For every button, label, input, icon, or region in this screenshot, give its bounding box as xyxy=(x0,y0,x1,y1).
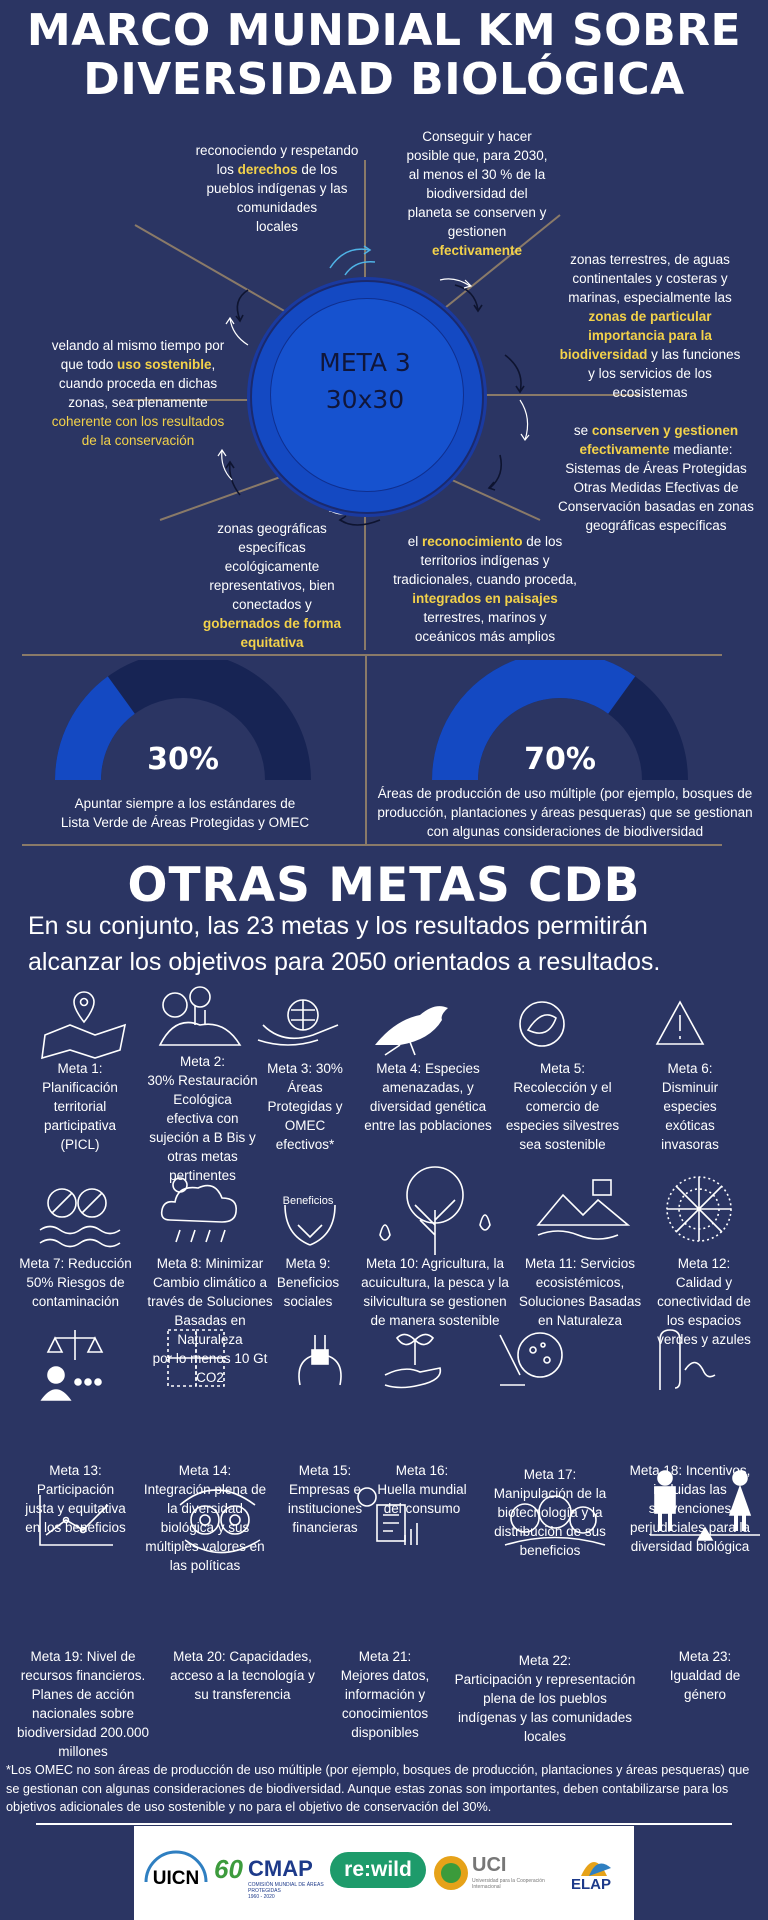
footer-divider xyxy=(36,1823,732,1825)
scale-people-icon xyxy=(42,1330,102,1400)
goal-15: Meta 15: Empresas e instituciones financieras xyxy=(287,1463,363,1535)
goal-4: Meta 4: Especies amenazadas, y diversidad genética entre las poblaciones xyxy=(364,1061,492,1133)
title-line-1: MARCO MUNDIAL KM SOBRE xyxy=(26,5,742,56)
plant-hand-icon xyxy=(385,1334,440,1387)
goal-23: Meta 23: Igualdad de género xyxy=(669,1649,741,1702)
cloud-rain-icon xyxy=(162,1178,237,1242)
goal-8: Meta 8: Minimizar Cambio climático a través de Soluciones Basadas en Naturaleza por lo menos 10 Gt CO2 xyxy=(147,1256,273,1385)
goal-1: Meta 1: Planificación territorial participativa (PICL) xyxy=(42,1061,118,1152)
text-conseguir: Conseguir y hacer posible que, para 2030, al menos el 30 % de la biodiversidad del planeta se conserven y gestionen efectivamente xyxy=(406,129,548,258)
landscape-icon xyxy=(538,1180,628,1239)
bird-icon xyxy=(375,1006,448,1055)
globe-hand-icon xyxy=(258,1000,338,1045)
hands-icon xyxy=(285,1205,335,1245)
goal-7: Meta 7: Reducción 50% Riesgos de contaminación xyxy=(19,1256,132,1309)
goal-21: Meta 21: Mejores datos, información y conocimientos disponibles xyxy=(340,1649,430,1740)
tree-icon xyxy=(380,1167,490,1255)
gauge-30-text: Apuntar siempre a los estándares de Lista Verde de Áreas Protegidas y OMEC xyxy=(60,796,310,830)
meta3-line-2: 30x30 xyxy=(325,385,405,414)
map-pin-icon xyxy=(42,992,125,1058)
section-title: OTRAS METAS CDB xyxy=(127,858,641,913)
goal-22: Meta 22: Participación y representación plena de los pueblos indígenas y las comunidades locales xyxy=(454,1653,636,1744)
text-velando: velando al mismo tiempo por que todo uso sostenible, cuando proceda en dichas zonas, sea plenamente coherente con los resultados de la conservación xyxy=(51,338,225,448)
divider xyxy=(22,654,722,656)
text-derechos: reconociendo y respetando los derechos de los pueblos indígenas y las comunidades locales xyxy=(195,143,359,234)
goal-12: Meta 12: Calidad y conectividad de los espacios verdes y azules xyxy=(657,1256,751,1347)
goal-20: Meta 20: Capacidades, acceso a la tecnología y su transferencia xyxy=(170,1649,315,1702)
goal-11: Meta 11: Servicios ecosistémicos, Soluciones Basadas en Naturaleza xyxy=(518,1256,642,1328)
hands-together-icon xyxy=(299,1335,341,1385)
restoration-icon xyxy=(160,987,240,1045)
meta3-line-1: META 3 xyxy=(319,348,411,377)
goal-3: Meta 3: 30% Áreas Protegidas y OMEC efectivos* xyxy=(267,1061,343,1152)
title-line-2: DIVERSIDAD BIOLÓGICA xyxy=(83,54,685,105)
goal-17: Meta 17: Manipulación de la biotecnología y la distribución de sus beneficios xyxy=(493,1467,607,1558)
footnote: *Los OMEC no son áreas de producción de uso múltiple (por ejemplo, bosques de producción, plantaciones y áreas pesqueras) que se gestionan con algunas consideraciones de biodiversidad. Aunque estas zonas son importantes, deben contabilizarse para los objetivos adicionales de uso sostenible y no para el objetivo de conservación del 30%. xyxy=(6,1763,750,1814)
beneficios-label: Beneficios xyxy=(282,1195,334,1207)
no-pollution-icon xyxy=(40,1189,120,1247)
goal-10: Meta 10: Agricultura, la acuicultura, la pesca y la silvicultura se gestionen de manera sostenible xyxy=(361,1256,509,1328)
cmap-logo: 60 CMAP COMISIÓN MUNDIAL DE ÁREAS PROTEGIDAS 1960 - 2020 xyxy=(214,1854,324,1900)
uci-logo: UCI Universidad para la Cooperación Internacional xyxy=(472,1854,545,1890)
gauge-30-value: 30% xyxy=(147,742,219,777)
goal-16: Meta 16: Huella mundial del consumo xyxy=(377,1463,467,1516)
section-lead: En su conjunto, las 23 metas y los resultados permitirán alcanzar los objetivos para 2050 orientados a resultados. xyxy=(28,912,661,976)
uci-emblem xyxy=(434,1856,468,1890)
text-zonas: zonas terrestres, de aguas continentales y costeras y marinas, especialmente las zonas de particular importancia para la biodiversidad y las funciones y los servicios de los ecosistemas xyxy=(559,252,741,400)
goal-14: Meta 14: Integración plena de la diversidad biológica y sus múltiples valores en las políticas xyxy=(143,1463,267,1573)
goal-18: Meta 18: Incentivos, incluidas las subvenciones perjudiciales para la diversidad biológica xyxy=(629,1463,751,1554)
rewild-logo: re:wild xyxy=(330,1852,426,1888)
leaf-circle-icon xyxy=(520,1002,564,1046)
goal-2: Meta 2: 30% Restauración Ecológica efectiva con sujeción a B Bis y otras metas pertinentes xyxy=(147,1054,258,1183)
goal-13: Meta 13: Participación justa y equitativa en los beneficios xyxy=(25,1463,126,1535)
radial-icon xyxy=(667,1177,731,1241)
microscope-icon xyxy=(500,1333,562,1385)
goal-6: Meta 6: Disminuir especies exóticas invasoras xyxy=(661,1061,719,1152)
text-reconocimiento: el reconocimiento de los territorios indígenas y tradicionales, cuando proceda, integrados en paisajes terrestres, marinos y oceánicos más amplios xyxy=(393,534,577,644)
warning-icon xyxy=(657,1002,703,1044)
goal-19: Meta 19: Nivel de recursos financieros. Planes de acción nacionales sobre biodiversidad 200.000 millones xyxy=(16,1649,150,1759)
goal-9: Meta 9: Beneficios sociales xyxy=(276,1256,340,1309)
uicn-logo: UICN xyxy=(142,1848,210,1898)
logos-bar xyxy=(134,1826,634,1920)
text-geograficas: zonas geográficas específicas ecológicamente representativos, bien conectados y gobernados de forma equitativa xyxy=(202,521,342,650)
gauge-70-text: Áreas de producción de uso múltiple (por ejemplo, bosques de producción, plantaciones y áreas pesqueras) que se gestionan con algunas consideraciones de biodiversidad xyxy=(377,786,753,839)
goal-5: Meta 5: Recolección y el comercio de especies silvestres sea sostenible xyxy=(505,1061,620,1152)
gauge-70-value: 70% xyxy=(524,742,596,777)
elap-logo: ELAP xyxy=(559,1848,629,1898)
text-conserven: se conserven y gestionen efectivamente mediante: Sistemas de Áreas Protegidas Otras Medidas Efectivas de Conservación basadas en zonas geográficas específicas xyxy=(558,423,754,533)
meta3-label xyxy=(250,344,480,418)
